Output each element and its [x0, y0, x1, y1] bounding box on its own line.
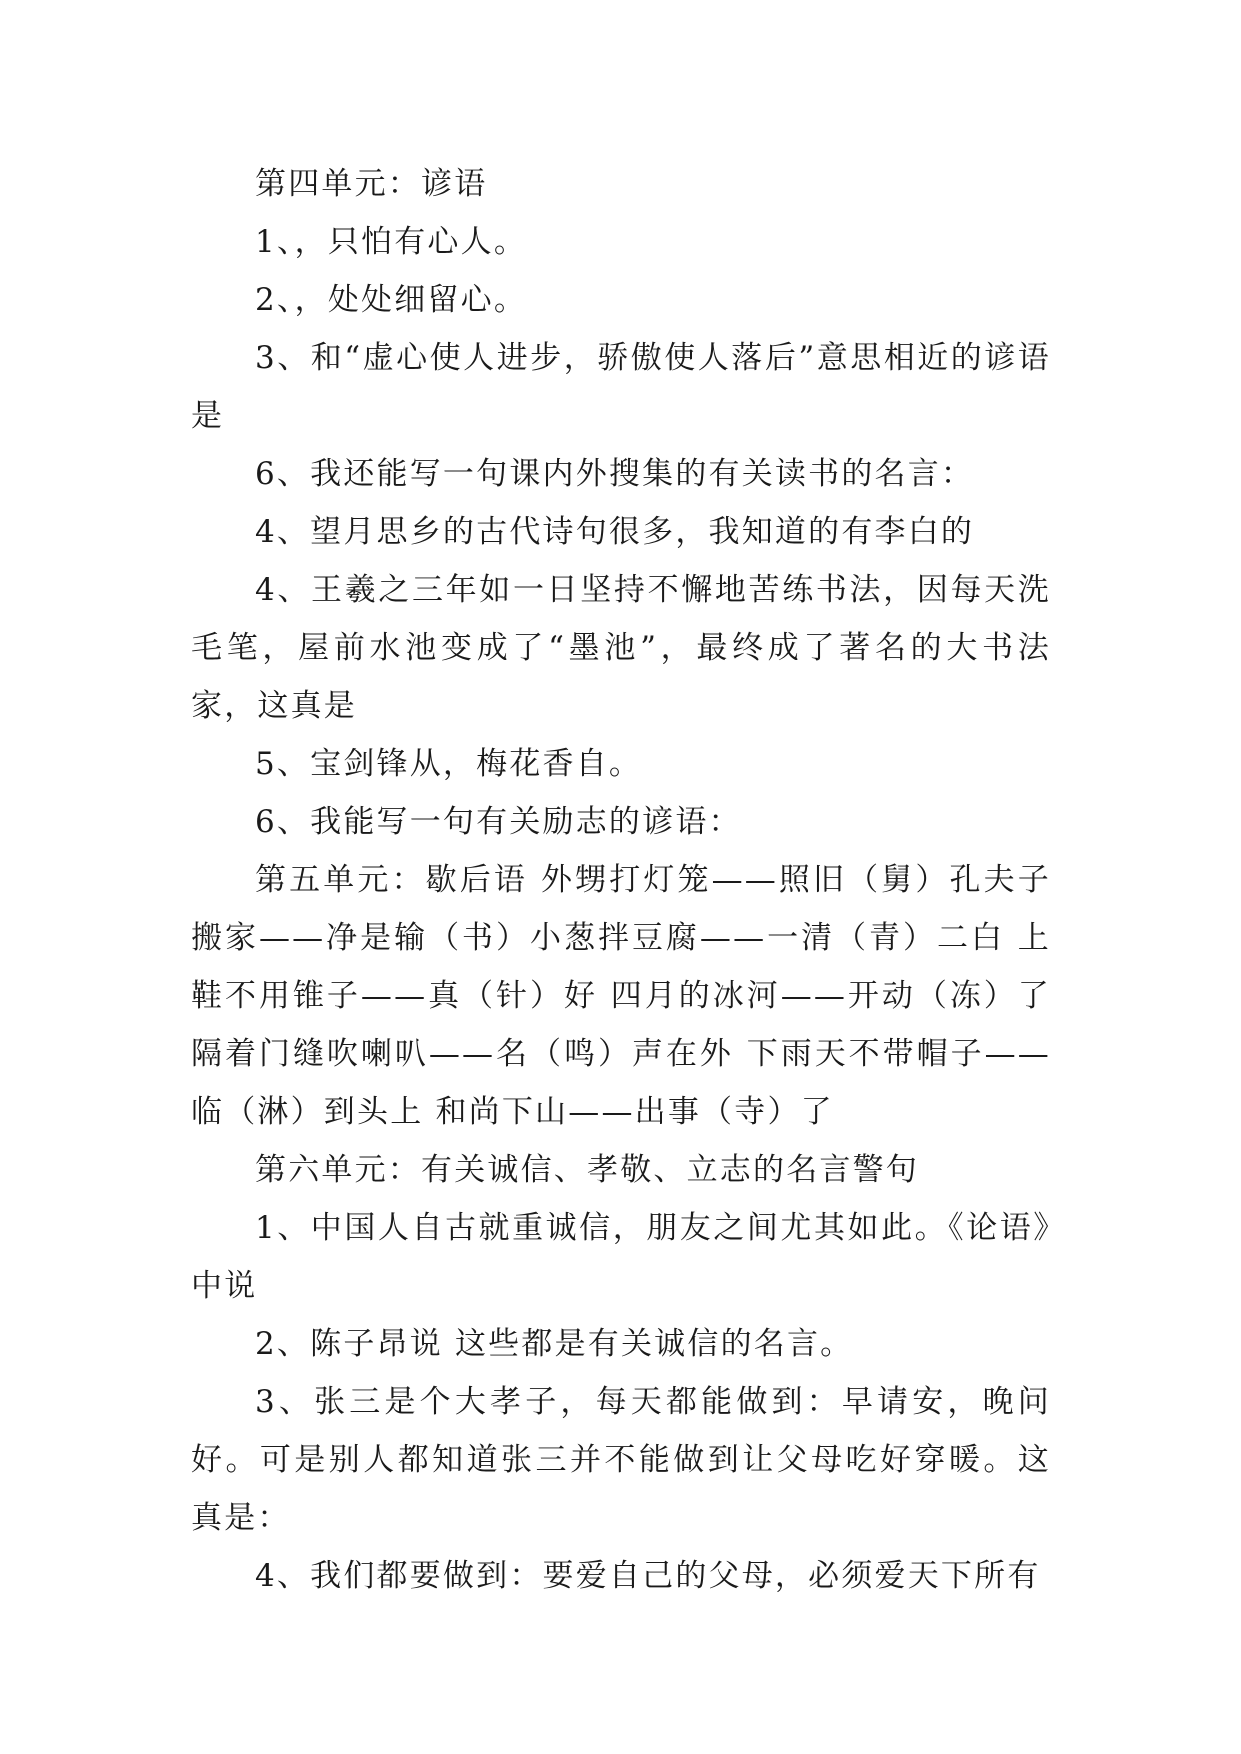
question-paragraph: 4、望月思乡的古代诗句很多，我知道的有李白的 [255, 514, 975, 550]
question-paragraph: 1、中国人自古就重诚信，朋友之间尤其如此。《论语》中说 [191, 1210, 1051, 1304]
question-paragraph: 3、张三是个大孝子，每天都能做到：早请安，晚问好。可是别人都知道张三并不能做到让父母吃好穿暖。这真是： [191, 1384, 1051, 1536]
question-paragraph: 4、王羲之三年如一日坚持不懈地苦练书法，因每天洗毛笔，屋前水池变成了“墨池”，最终成了著名的大书法家，这真是 [191, 572, 1051, 724]
section-heading-unit-6: 第六单元：有关诚信、孝敬、立志的名言警句 [255, 1152, 919, 1188]
question-paragraph: 4、我们都要做到：要爱自己的父母，必须爱天下所有 [255, 1558, 1041, 1594]
question-paragraph: 3、和“虚心使人进步，骄傲使人落后”意思相近的谚语是 [191, 340, 1051, 434]
question-paragraph: 6、我还能写一句课内外搜集的有关读书的名言： [255, 456, 975, 492]
question-paragraph: 1、，只怕有心人。 [255, 224, 528, 260]
question-paragraph: 5、宝剑锋从，梅花香自。 [255, 746, 643, 782]
section-heading-unit-4: 第四单元：谚语 [255, 166, 488, 202]
section-unit-5-xiehouyu: 第五单元：歇后语 外甥打灯笼——照旧（舅）孔夫子搬家——净是输（书）小葱拌豆腐——一清（青）二白 上鞋不用锥子——真（针）好 四月的冰河——开动（冻）了 隔着门缝吹喇叭——名（鸣）声在外 下雨天不带帽子——临（淋）到头上 和尚下山——出事（寺）了 [191, 862, 1051, 1130]
question-paragraph: 6、我能写一句有关励志的谚语： [255, 804, 742, 840]
question-paragraph: 2、陈子昂说 这些都是有关诚信的名言。 [255, 1326, 854, 1362]
question-paragraph: 2、，处处细留心。 [255, 282, 528, 318]
document-body [191, 155, 1051, 1605]
